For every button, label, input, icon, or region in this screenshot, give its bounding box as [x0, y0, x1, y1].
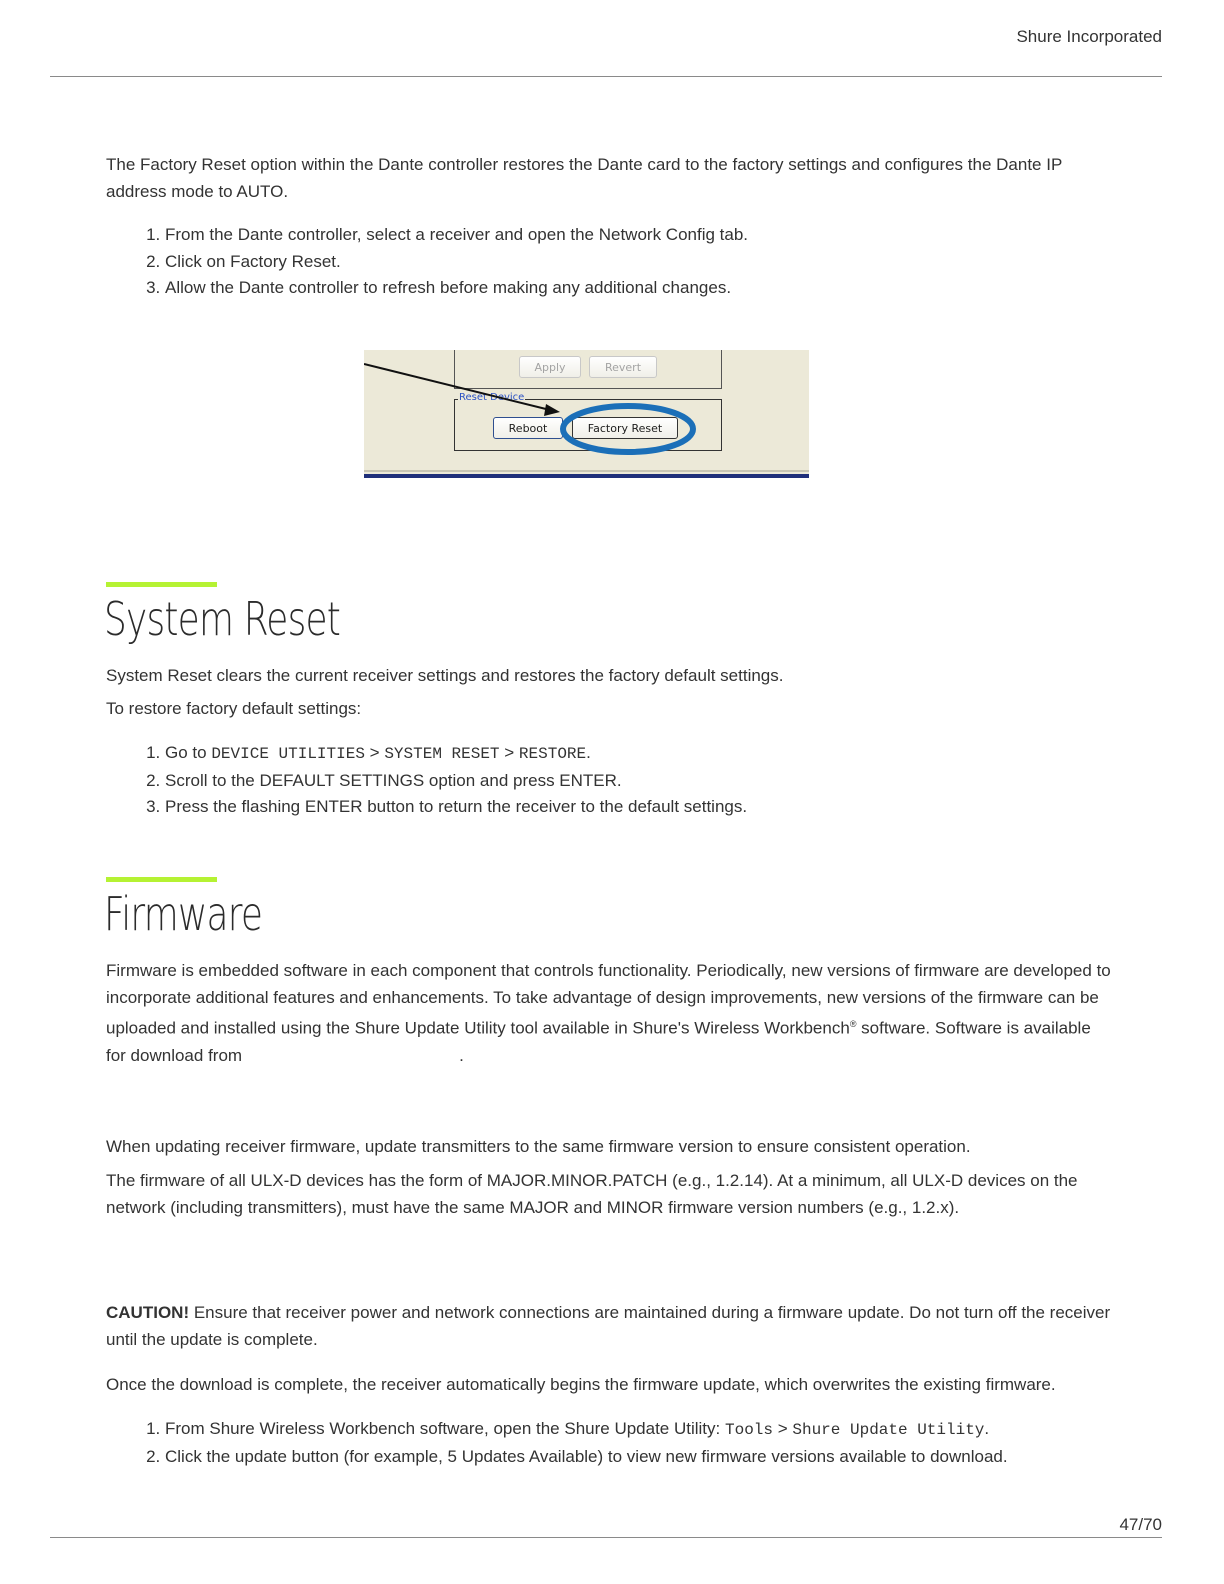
caution-note	[106, 1299, 1114, 1353]
section-accent-bar	[106, 582, 217, 587]
menu-path: Tools	[724, 1421, 773, 1439]
firmware-update-steps	[106, 1416, 1165, 1470]
pointer-arrow-head	[544, 404, 560, 416]
firmware-version-note: The firmware of all ULX-D devices has the form of MAJOR.MINOR.PATCH (e.g., 1.2.14). At a minimum, all ULX-D devices on the network (including transmitters), must have the same MAJOR and MINOR firmware version numbers (e.g., 1.2.x).	[106, 1171, 1078, 1217]
footer-divider	[50, 1537, 1162, 1538]
menu-path: RESTORE	[518, 745, 587, 763]
list-item: 2. Click the update button (for example, 5 Updates Available) to view new firmware versions available to download.	[165, 1444, 1165, 1471]
system-reset-description: System Reset clears the current receiver settings and restores the factory default settings.	[106, 666, 784, 685]
page-number: 47/70	[1119, 1515, 1162, 1534]
factory-reset-intro: The Factory Reset option within the Dante controller restores the Dante card to the factory settings and configures the Dante IP address mode to AUTO.	[106, 155, 1062, 201]
firmware-text: software. Software is available for download from	[106, 1018, 1091, 1065]
firmware-text: Firmware is embedded software in each component that controls functionality. Periodically, new versions of firmware are developed to incorporate additional features and enhancements. To take advantage of design improvements, new versions of the firmware can be uploaded and installed using the Shure Update Utility tool available in Shure's Wireless Workbench	[106, 961, 1111, 1038]
caution-label: CAUTION!	[106, 1303, 190, 1322]
factory-reset-steps	[106, 222, 1165, 302]
firmware-text-end: .	[459, 1045, 464, 1065]
step-text: From Shure Wireless Workbench software, open the Shure Update Utility:	[165, 1419, 725, 1438]
pointer-arrow-line	[364, 364, 550, 410]
path-separator: >	[499, 743, 519, 762]
list-item	[165, 1416, 1165, 1444]
list-item: 3. Allow the Dante controller to refresh before making any additional changes.	[165, 275, 1165, 302]
firmware-update-note: When updating receiver firmware, update transmitters to the same firmware version to ensure consistent operation.	[106, 1137, 971, 1156]
menu-path: Shure Update Utility	[792, 1421, 985, 1439]
factory-reset-button: Factory Reset	[572, 417, 678, 439]
step-end: .	[586, 743, 591, 762]
path-separator: >	[364, 743, 385, 762]
download-complete-note: Once the download is complete, the receiver automatically begins the firmware update, which overwrites the existing firmware.	[106, 1375, 1056, 1394]
annotation-overlay	[364, 350, 809, 492]
apply-button: Apply	[519, 356, 581, 378]
section-accent-bar	[106, 877, 217, 882]
menu-path: SYSTEM RESET	[384, 745, 500, 763]
system-reset-heading: System Reset	[104, 592, 341, 646]
header-divider	[50, 76, 1162, 77]
firmware-heading: Firmware	[104, 887, 263, 941]
menu-path: DEVICE UTILITIES	[211, 745, 365, 763]
path-separator: >	[773, 1419, 793, 1438]
firmware-description	[106, 957, 1114, 1069]
list-item: 2. Click on Factory Reset.	[165, 249, 1165, 276]
reset-device-label: Reset Device	[459, 392, 525, 403]
dante-factory-reset-screenshot	[364, 350, 809, 492]
step-end: .	[984, 1419, 990, 1438]
registered-mark: ®	[849, 1019, 857, 1029]
step-text: Go to	[165, 743, 212, 762]
highlight-circle	[563, 406, 693, 452]
revert-button: Revert	[589, 356, 657, 378]
list-item: 2. Scroll to the DEFAULT SETTINGS option and press ENTER.	[165, 768, 1165, 795]
list-item: 1. From the Dante controller, select a receiver and open the Network Config tab.	[165, 222, 1165, 249]
system-reset-instruction: To restore factory default settings:	[106, 699, 362, 718]
list-item: 3. Press the flashing ENTER button to return the receiver to the default settings.	[165, 794, 1165, 821]
reboot-button: Reboot	[493, 417, 563, 439]
system-reset-steps	[106, 740, 1165, 821]
list-item	[165, 740, 1165, 768]
company-name: Shure Incorporated	[1016, 27, 1162, 46]
caution-text: Ensure that receiver power and network connections are maintained during a firmware update. Do not turn off the receiver until the update is complete.	[106, 1303, 1111, 1349]
